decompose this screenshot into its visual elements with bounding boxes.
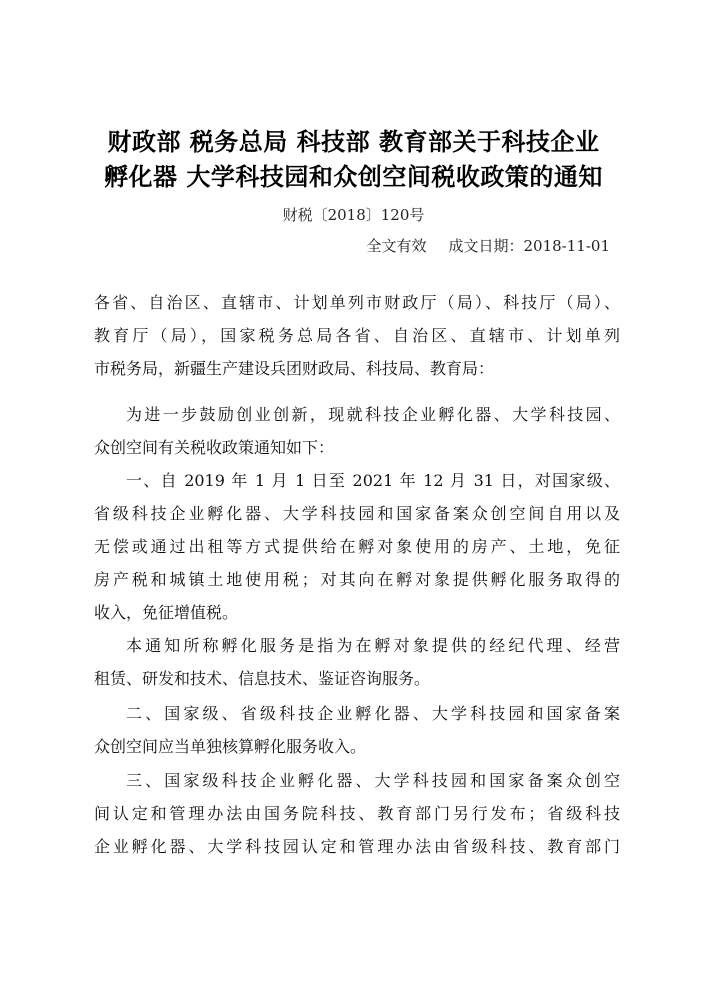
paragraph-line: 无偿或通过出租等方式提供给在孵对象使用的房产、土地，免征 xyxy=(94,537,620,556)
paragraph-line: 教育厅（局），国家税务总局各省、自治区、直辖市、计划单列 xyxy=(94,326,620,345)
item-3-paragraph xyxy=(94,764,620,863)
paragraph-line: 市税务局，新疆生产建设兵团财政局、科技局、教育局： xyxy=(94,359,495,378)
paragraph-line: 间认定和管理办法由国务院科技、教育部门另行发布；省级科技 xyxy=(94,804,620,823)
validity-status: 全文有效 xyxy=(366,237,427,255)
paragraph-line: 三、国家级科技企业孵化器、大学科技园和国家备案众创空 xyxy=(126,771,620,790)
document-title-line-1: 财政部 税务总局 科技部 教育部关于科技企业 xyxy=(107,128,600,156)
item-1-note-paragraph xyxy=(94,629,620,695)
paragraph-line: 房产税和城镇土地使用税；对其向在孵对象提供孵化服务取得的 xyxy=(94,570,620,589)
item-1-paragraph xyxy=(94,464,620,629)
paragraph-line: 企业孵化器、大学科技园认定和管理办法由省级科技、教育部门 xyxy=(94,837,620,856)
paragraph-line: 省级科技企业孵化器、大学科技园和国家备案众创空间自用以及 xyxy=(94,504,620,523)
addressee-paragraph xyxy=(94,286,620,385)
paragraph-line: 租赁、研发和技术、信息技术、鉴证咨询服务。 xyxy=(94,669,431,688)
paragraph-line: 二、国家级、省级科技企业孵化器、大学科技园和国家备案 xyxy=(126,704,620,723)
paragraph-line: 为进一步鼓励创业创新，现就科技企业孵化器、大学科技园、 xyxy=(126,405,620,424)
document-title-line-2: 孵化器 大学科技园和众创空间税收政策的通知 xyxy=(104,163,603,191)
document-status-line xyxy=(366,235,610,256)
paragraph-line: 众创空间应当单独核算孵化服务收入。 xyxy=(94,737,367,756)
issue-date: 成文日期：2018-11-01 xyxy=(448,237,610,255)
paragraph-line: 众创空间有关税收政策通知如下： xyxy=(94,438,335,457)
paragraph-line: 本通知所称孵化服务是指为在孵对象提供的经纪代理、经营 xyxy=(126,636,620,655)
paragraph-line: 收入，免征增值税。 xyxy=(94,603,239,622)
intro-paragraph xyxy=(94,398,620,464)
document-number: 财税〔2018〕120号 xyxy=(282,206,425,224)
paragraph-line: 各省、自治区、直辖市、计划单列市财政厅（局）、科技厅（局）、 xyxy=(94,293,620,312)
paragraph-line: 一、自 2019 年 1 月 1 日至 2021 年 12 月 31 日，对国家级、 xyxy=(126,471,620,490)
item-2-paragraph xyxy=(94,697,620,763)
